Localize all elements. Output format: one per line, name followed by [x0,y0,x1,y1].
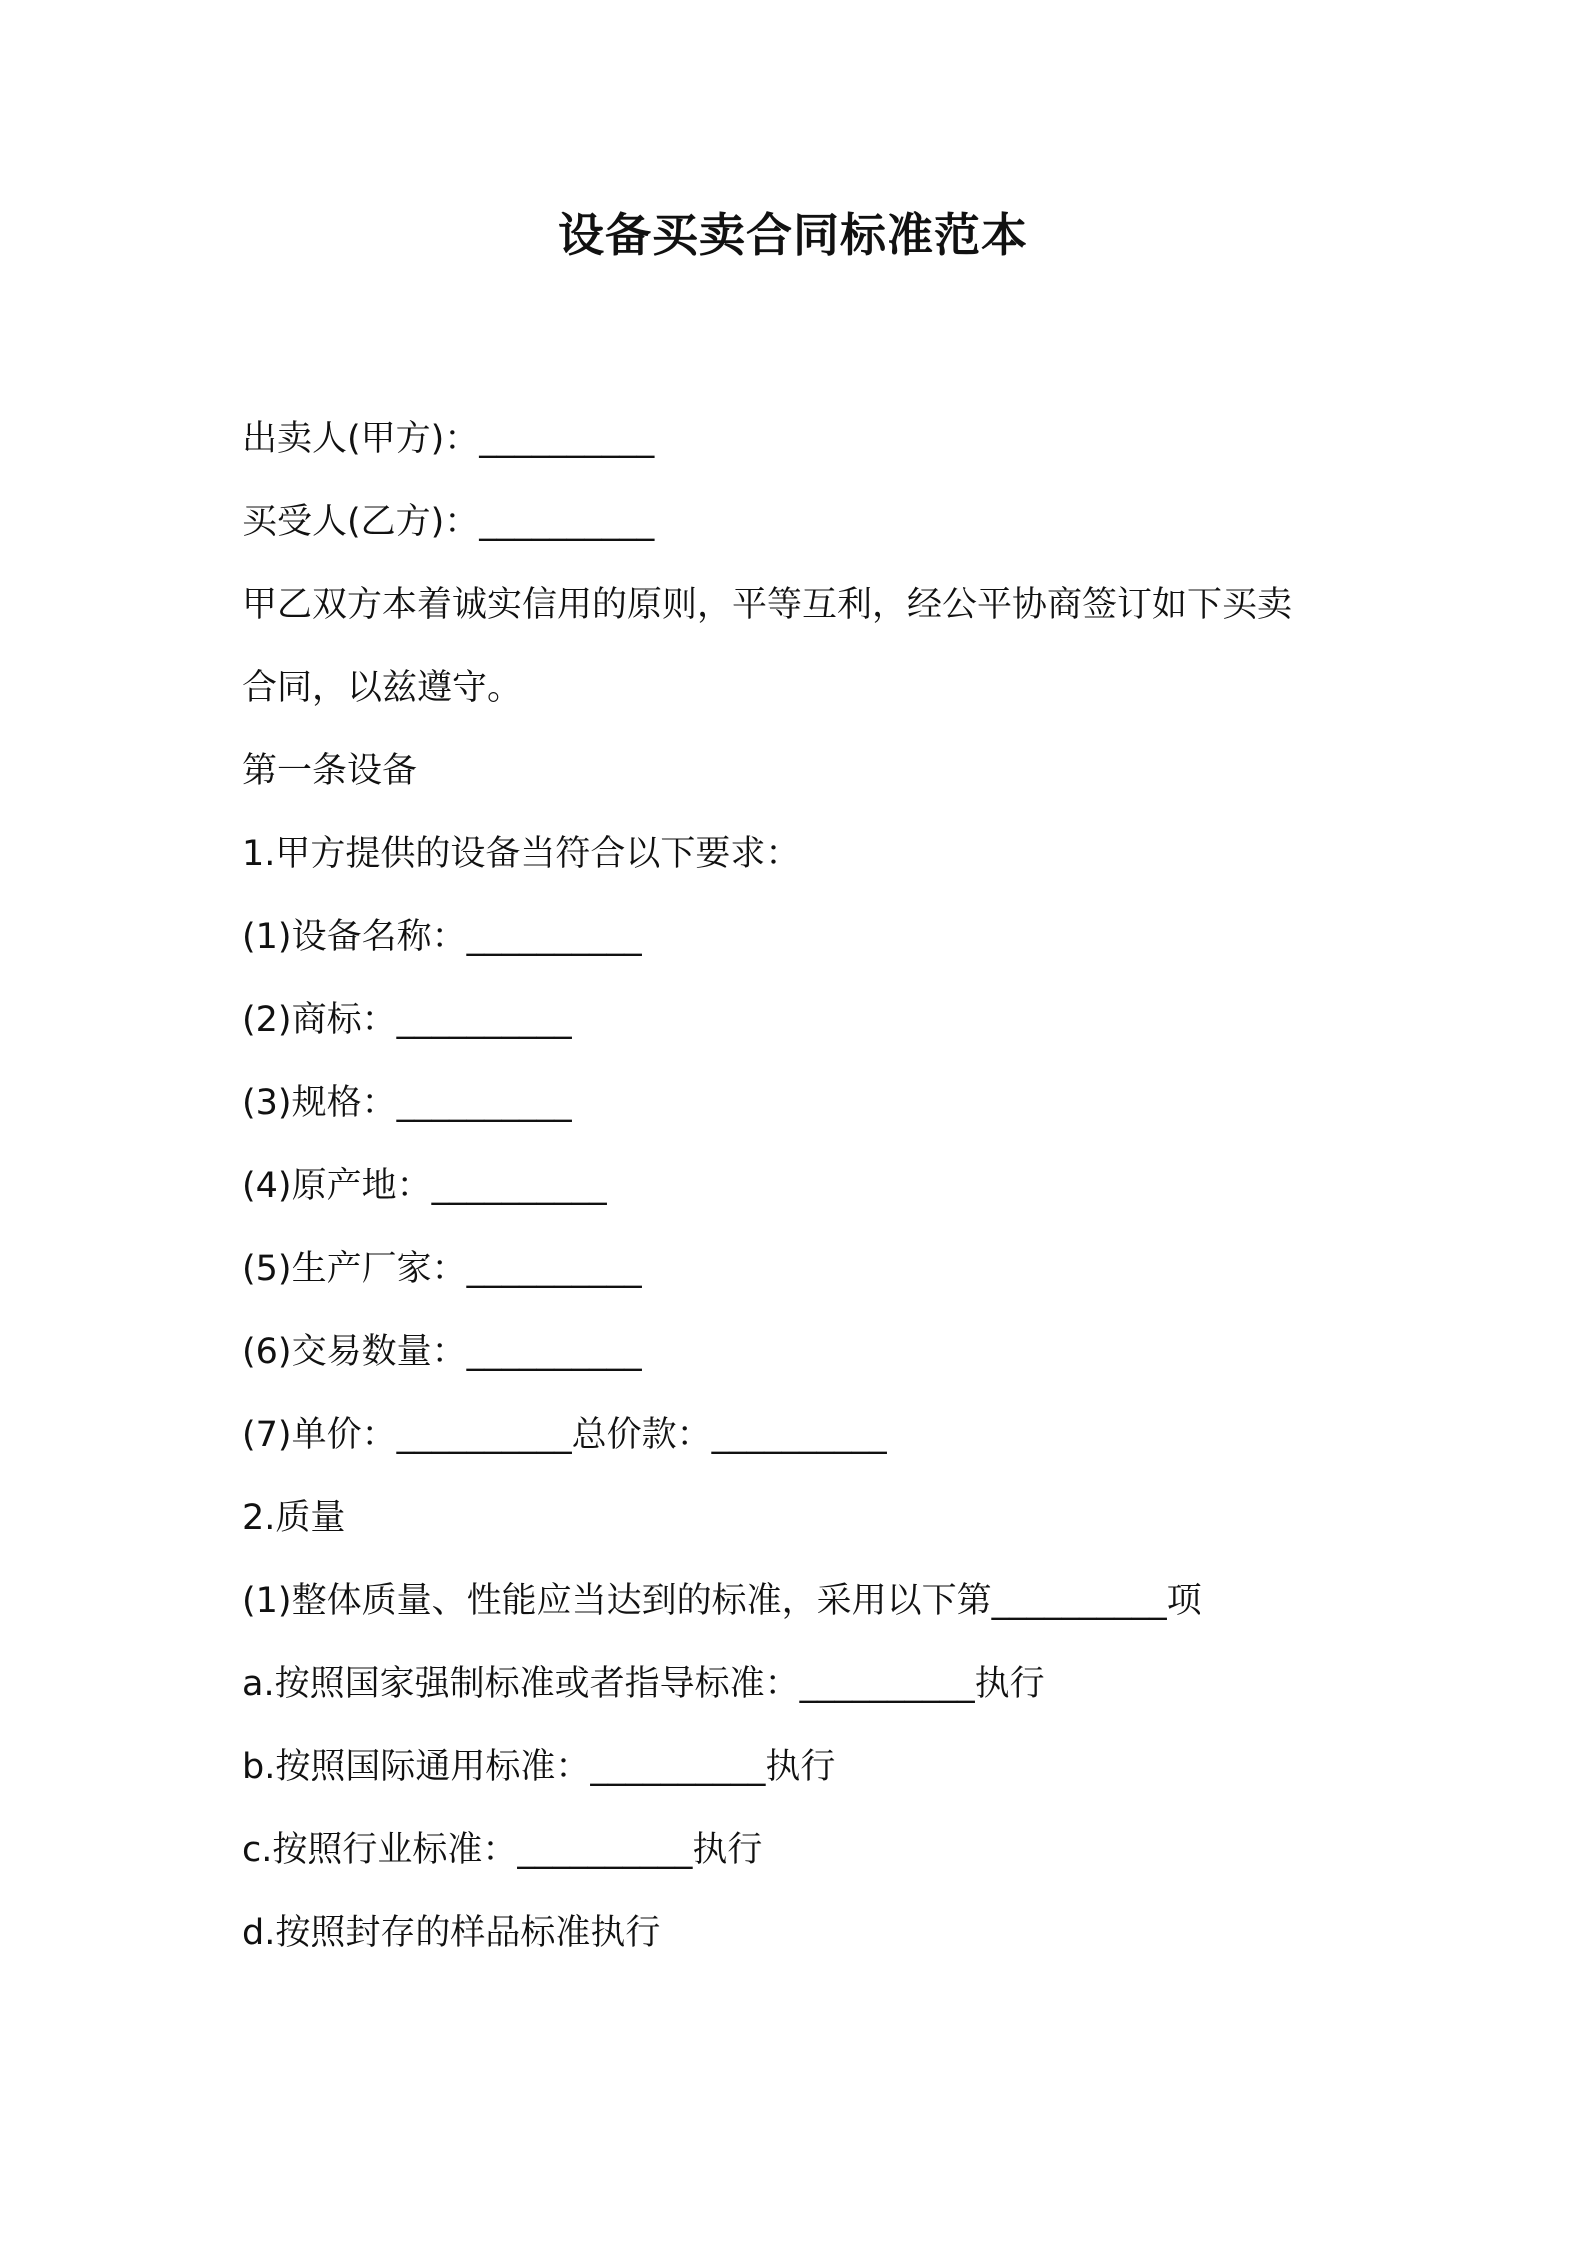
option-a-line: a.按照国家强制标准或者指导标准：__________执行 [242,1664,1045,1704]
preamble-line-1: 甲乙双方本着诚实信用的原则，平等互利，经公平协商签订如下买卖 [242,585,1293,625]
price-line: (7)单价：__________总价款：__________ [242,1415,887,1455]
quality-heading: 2.质量 [242,1498,346,1538]
option-c-line: c.按照行业标准：__________执行 [242,1830,763,1870]
article-1-heading: 第一条设备 [242,751,418,791]
manufacturer-line: (5)生产厂家：__________ [242,1249,642,1289]
buyer-line: 买受人(乙方)：__________ [242,502,655,542]
quantity-line: (6)交易数量：__________ [242,1332,642,1372]
origin-line: (4)原产地：__________ [242,1166,607,1206]
requirements-line: 1.甲方提供的设备当符合以下要求： [242,834,801,874]
document-title: 设备买卖合同标准范本 [558,208,1028,262]
preamble-line-2: 合同，以兹遵守。 [242,668,523,708]
option-b-line: b.按照国际通用标准：__________执行 [242,1747,836,1787]
seller-line: 出卖人(甲方)：__________ [242,419,655,459]
equipment-name-line: (1)设备名称：__________ [242,917,642,957]
option-d-line: d.按照封存的样品标准执行 [242,1913,661,1953]
quality-standard-line: (1)整体质量、性能应当达到的标准，采用以下第__________项 [242,1581,1202,1621]
trademark-line: (2)商标：__________ [242,1000,572,1040]
specification-line: (3)规格：__________ [242,1083,572,1123]
